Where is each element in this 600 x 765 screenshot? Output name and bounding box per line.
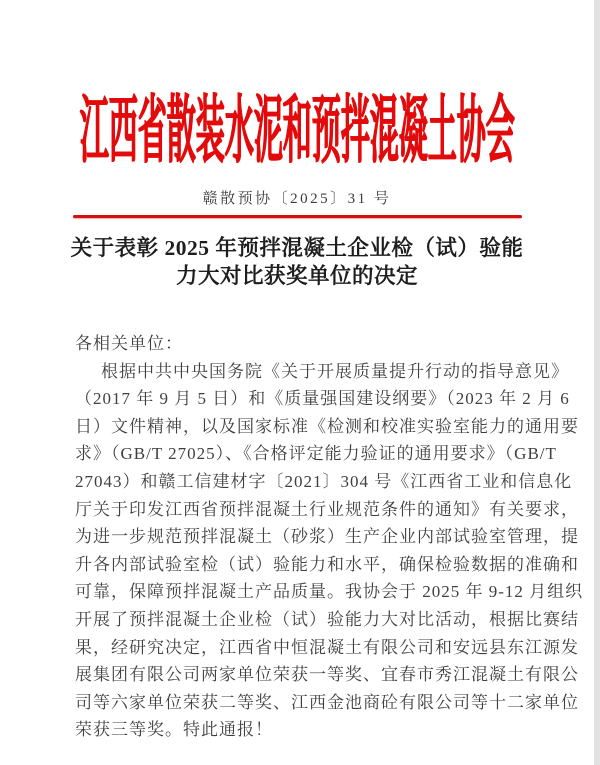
body-line: 可靠，保障预拌混凝土产品质量。我协会于 2025 年 9-12 月组织: [75, 582, 584, 602]
scan-edge-strip: [594, 0, 600, 765]
body-line: 27043）和赣工信建材字〔2021〕304 号《江西省工业和信息化: [75, 471, 573, 491]
document-number: 赣散预协〔2025〕31 号: [202, 191, 392, 207]
red-divider-rule: [73, 215, 522, 218]
body-line: 日）文件精神，以及国家标准《检测和校准实验室能力的通用要: [75, 416, 579, 436]
body-line: 果，经研究决定，江西省中恒混凝土有限公司和安远县东江源发: [75, 637, 579, 657]
body-line: 厅关于印发江西省预拌混凝土行业规范条件的通知》有关要求，: [75, 499, 579, 519]
body-line: 展集团有限公司两家单位荣获一等奖、宜春市秀江混凝土有限公: [75, 665, 579, 685]
body-line: 根据中共中央国务院《关于开展质量提升行动的指导意见》: [101, 361, 569, 381]
document-body: [75, 330, 584, 744]
document-title-line-1: 关于表彰 2025 年预拌混凝土企业检（试）验能: [70, 236, 524, 260]
organization-name: 江西省散装水泥和预拌混凝土协会: [79, 91, 515, 174]
document-title: [40, 234, 554, 290]
body-line: 司等六家单位荣获二等奖、江西金池商砼有限公司等十二家单位: [75, 692, 579, 712]
body-line-last: 荣获三等奖。特此通报！: [75, 720, 273, 740]
body-line: （2017 年 9 月 5 日）和《质量强国建设纲要》（2023 年 2 月 6: [75, 389, 570, 409]
body-line: 求》（GB/T 27025）、《合格评定能力验证的通用要求》（GB/T: [75, 444, 557, 464]
letterhead: [0, 91, 594, 174]
document-title-line-2: 力大对比获奖单位的决定: [175, 264, 418, 288]
body-line: 升各内部试验室检（试）验能力和水平，确保检验数据的准确和: [75, 554, 579, 574]
body-line: 开展了预拌混凝土企业检（试）验能力大对比活动，根据比赛结: [75, 609, 579, 629]
body-line: 为进一步规范预拌混凝土（砂浆）生产企业内部试验室管理，提: [75, 527, 579, 547]
salutation: 各相关单位：: [75, 334, 183, 353]
